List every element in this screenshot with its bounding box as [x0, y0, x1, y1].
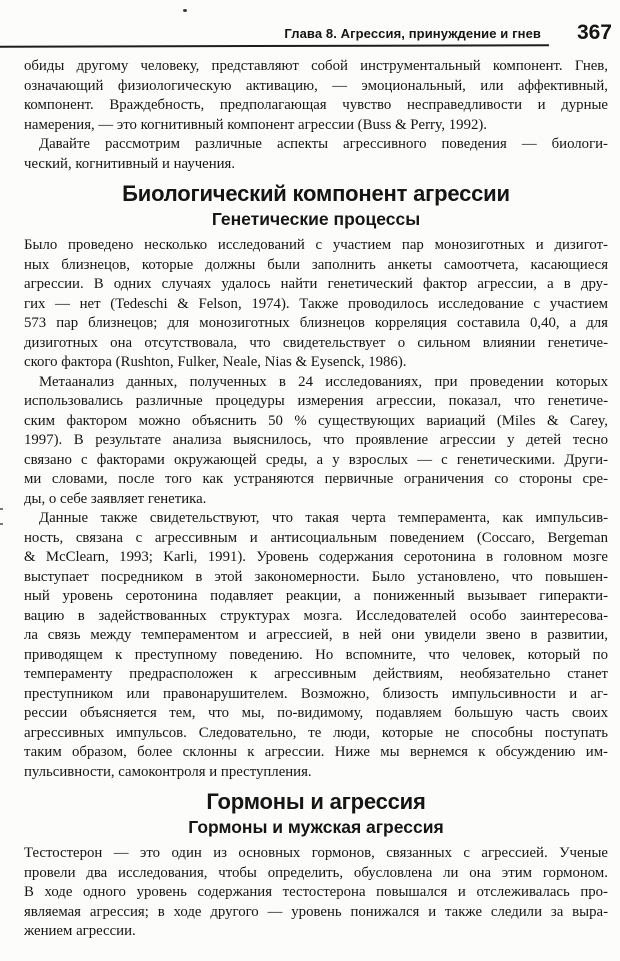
- text-line: жением агрессии.: [24, 923, 136, 939]
- text-line: & McClearn, 1993; Karli, 1991). Уровень содержания серотонина в головном мозге: [24, 549, 608, 565]
- text-line: ским фактором можно объяснить 50 % существующих вариаций (Miles & Carey,: [24, 412, 608, 429]
- text-line: приводящем к преступному поведению. Но вспомните, что человек, который по: [24, 646, 608, 663]
- text-line: обиды другому человеку, представляют собой инструментальный компонент. Гнев,: [24, 58, 608, 74]
- text-line: ды, о себе заявляет генетика.: [24, 490, 207, 507]
- paragraph: [24, 57, 608, 135]
- text-line: Давайте рассмотрим различные аспекты агрессивного поведения — биологи-: [39, 136, 608, 152]
- paragraph: [24, 373, 608, 510]
- text-line: 573 пар близнецов; для монозиготных близнецов корреляция составила 0,40, а для: [24, 315, 608, 331]
- chapter-title: Глава 8. Агрессия, принуждение и гнев: [284, 26, 541, 41]
- section-heading: Гормоны и агрессия: [206, 789, 426, 814]
- text-line: гих — нет (Tedeschi & Felson, 1974). Также проводилось исследование с участием: [24, 295, 608, 312]
- text-line: Данные также свидетельствуют, что такая черта темперамента, как импульсив-: [39, 510, 608, 526]
- paragraph: [24, 509, 608, 782]
- text-line: провели два исследования, чтобы определить, обусловлена ли она этим гормоном.: [24, 864, 608, 881]
- scan-artifact-tick: [0, 508, 3, 510]
- text-line: ского фактора (Rushton, Fulker, Neale, Nias & Eysenck, 1986).: [24, 354, 407, 370]
- text-line: ческий, когнитивный и научения.: [24, 155, 236, 172]
- paragraph: [24, 135, 608, 174]
- subsection-heading: Гормоны и мужская агрессия: [188, 817, 444, 837]
- text-line: таким образом, более склонны к агрессии. Ниже мы вернемся к обсуждению им-: [24, 744, 608, 760]
- text-line: использовались различные процедуры измерения агрессии, показал, что генетиче-: [24, 393, 608, 409]
- page-number: 367: [576, 21, 612, 44]
- subsection-heading: Генетические процессы: [211, 209, 421, 229]
- running-header: [0, 21, 620, 48]
- text-line: агрессивных импульсов. Следовательно, те люди, которые не способны поступать: [24, 724, 608, 741]
- text-line: вацию в задействованных структурах мозга. Исследователей особо заинтересова-: [24, 607, 608, 624]
- text-line: Тестостерон — это один из основных гормонов, связанных с агрессией. Ученые: [24, 845, 608, 861]
- section-heading: Биологический компонент агрессии: [122, 181, 510, 206]
- page-body: [24, 57, 608, 942]
- scan-artifact-tick: [0, 523, 3, 525]
- text-line: рессии объясняется тем, что мы, по-видимому, подавляем большую часть своих: [24, 705, 608, 721]
- text-line: пульсивности, самоконтроля и преступления.: [24, 763, 312, 780]
- text-line: ность, связана с агрессивным и антисоциальным поведением (Coccaro, Bergeman: [24, 529, 608, 546]
- text-line: означающий физиологическую активацию, — эмоциональный, или аффективный,: [24, 77, 608, 94]
- text-line: ных близнецов, которые должны были заполнить анкеты самоотчета, касающиеся: [24, 256, 608, 273]
- text-line: компонент. Враждебность, предполагающая чувство несправедливости и дурные: [24, 97, 608, 113]
- text-line: преступником или правонарушителем. Возможно, близость импульсивности и аг-: [24, 685, 608, 702]
- paragraph: [24, 236, 608, 373]
- text-line: выступает посредником в этой закономерности. Было установлено, что повышен-: [24, 568, 608, 585]
- text-line: ми словами, после того как устраняются первичные ограничения со стороны сре-: [24, 471, 608, 487]
- paragraph: [24, 844, 608, 942]
- text-line: связано с факторами окружающей среды, а у взрослых — с генетическими. Други-: [24, 451, 608, 468]
- text-line: Метаанализ данных, полученных в 24 исследованиях, при проведении которых: [39, 373, 608, 390]
- text-line: В ходе одного уровень содержания тестостерона повышался и отслеживалась про-: [24, 884, 608, 900]
- text-line: ла связь между темпераментом и агрессией, в ней они увидели звено в развитии,: [24, 627, 608, 643]
- scan-artifact-dot: [183, 9, 187, 12]
- text-line: дизиготных она отсутствовала, что свидетельствует о сильном влиянии генетиче-: [24, 334, 608, 351]
- header-rule: [0, 44, 549, 47]
- text-line: 1997). В результате анализа выяснилось, что проявление агрессии у детей тесно: [24, 432, 608, 448]
- text-line: агрессии. В одних случаях удалось найти генетический фактор агрессии, а в дру-: [24, 276, 608, 292]
- text-line: являемая агрессия; в ходе другого — уровень понижался и также следили за выра-: [24, 903, 608, 920]
- text-line: Было проведено несколько исследований с участием пар монозиготных и дизигот-: [24, 237, 608, 253]
- text-line: намерения, — это когнитивный компонент агрессии (Buss & Perry, 1992).: [24, 116, 488, 133]
- text-line: темпераменту предрасположен к агрессивным действиям, необязательно станет: [24, 666, 608, 682]
- text-line: ный уровень серотонина подавляет реакции, а пониженный вызывает гиперакти-: [24, 588, 608, 604]
